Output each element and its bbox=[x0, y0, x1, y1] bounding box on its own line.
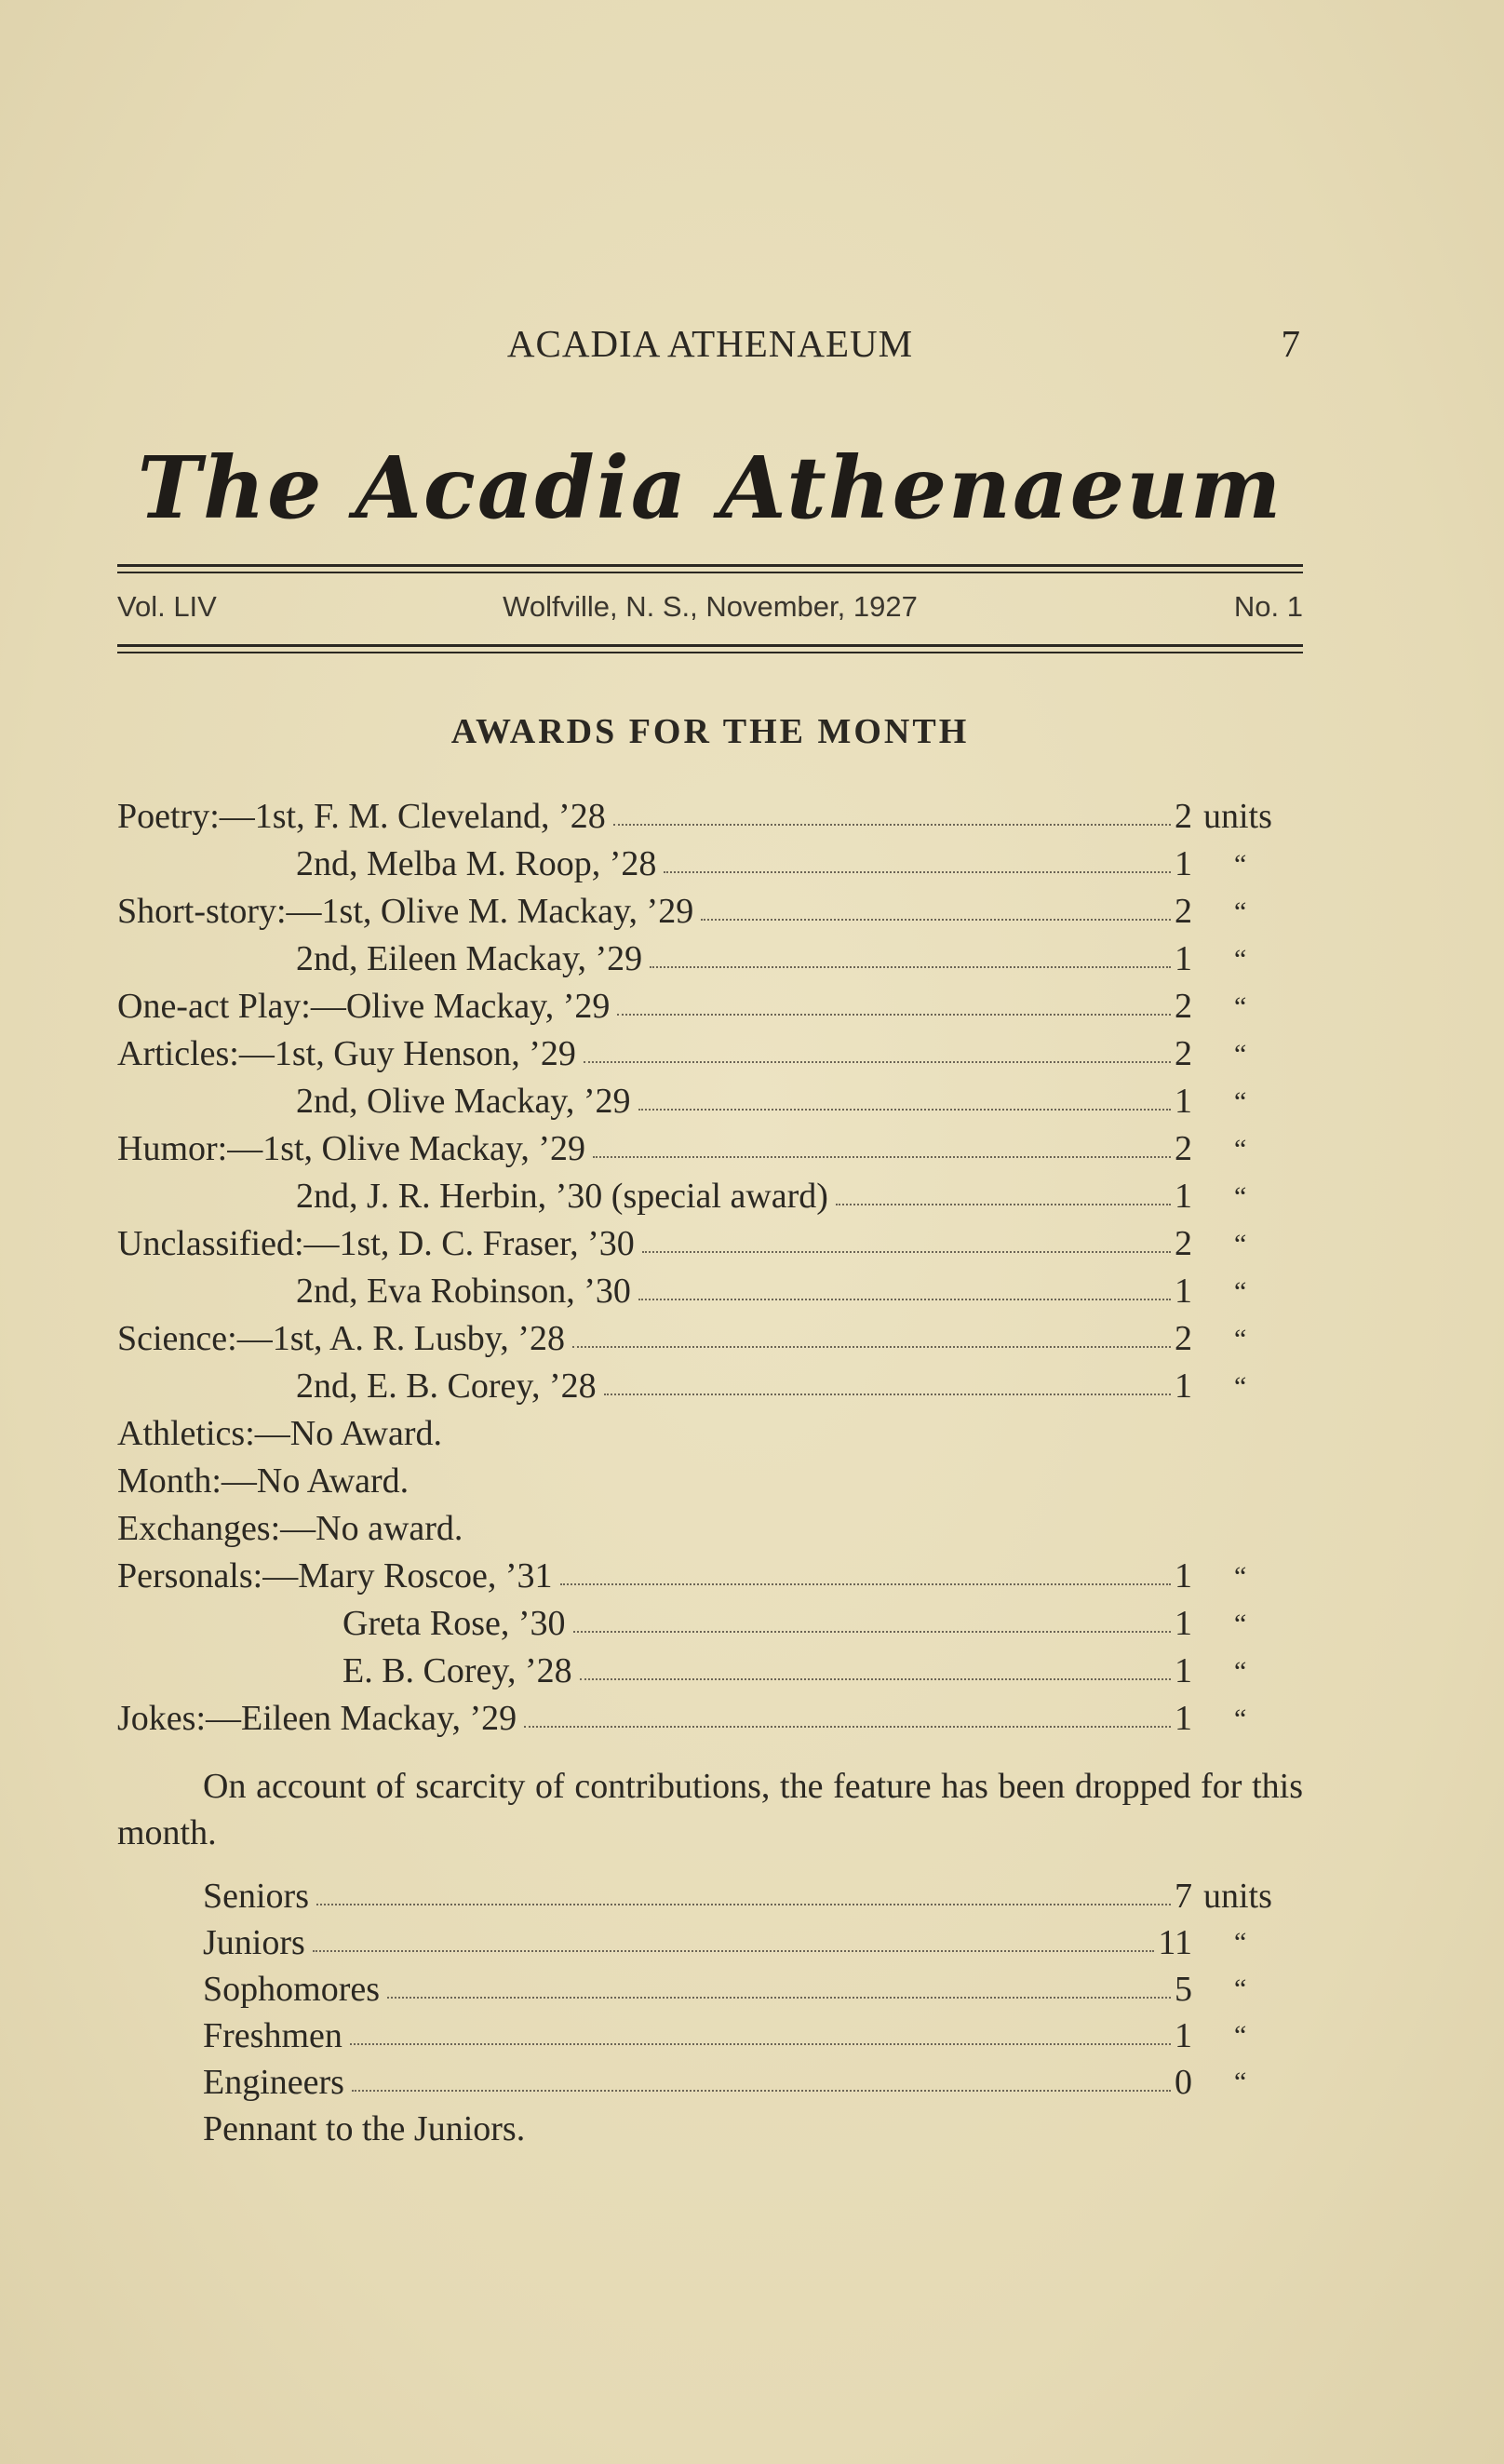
award-unit-label: “ bbox=[1234, 1703, 1247, 1734]
leader-dots bbox=[560, 1583, 1171, 1585]
total-unit-label: units bbox=[1203, 1877, 1272, 1916]
total-unit-label: “ bbox=[1234, 1973, 1247, 2004]
award-row bbox=[117, 1078, 1303, 1125]
award-text: Science:—1st, A. R. Lusby, ’28 bbox=[117, 1319, 565, 1358]
award-text: Greta Rose, ’30 bbox=[342, 1604, 566, 1643]
award-row bbox=[117, 1363, 1303, 1410]
award-row bbox=[117, 1220, 1303, 1268]
award-row bbox=[117, 1125, 1303, 1173]
award-row bbox=[117, 1553, 1303, 1600]
award-unit-label: units bbox=[1203, 797, 1272, 836]
award-row bbox=[117, 793, 1303, 841]
award-text: Articles:—1st, Guy Henson, ’29 bbox=[117, 1034, 576, 1073]
award-units-value: 1 bbox=[1175, 1604, 1192, 1643]
award-text: Poetry:—1st, F. M. Cleveland, ’28 bbox=[117, 797, 606, 836]
award-text: Jokes:—Eileen Mackay, ’29 bbox=[117, 1699, 517, 1738]
award-text: Month:—No Award. bbox=[117, 1461, 410, 1501]
award-text: Humor:—1st, Olive Mackay, ’29 bbox=[117, 1129, 586, 1168]
total-value: 5 bbox=[1175, 1970, 1192, 2009]
award-unit-label: “ bbox=[1234, 1039, 1247, 1070]
award-unit-label: “ bbox=[1234, 1371, 1247, 1402]
award-unit-label: “ bbox=[1234, 1086, 1247, 1117]
total-unit-label: “ bbox=[1234, 1927, 1247, 1958]
award-row bbox=[117, 841, 1303, 888]
pennant-line: Pennant to the Juniors. bbox=[203, 2109, 526, 2148]
award-row bbox=[117, 1030, 1303, 1078]
award-text: One-act Play:—Olive Mackay, ’29 bbox=[117, 987, 611, 1026]
total-label: Juniors bbox=[203, 1923, 305, 1962]
award-text: 2nd, Olive Mackay, ’29 bbox=[296, 1082, 631, 1121]
total-label: Sophomores bbox=[203, 1970, 380, 2009]
page-content bbox=[117, 321, 1303, 2152]
award-text: E. B. Corey, ’28 bbox=[342, 1651, 572, 1690]
award-units-value: 1 bbox=[1175, 1082, 1192, 1121]
total-label: Seniors bbox=[203, 1877, 309, 1916]
awards-list bbox=[117, 793, 1303, 1743]
leader-dots bbox=[642, 1251, 1171, 1253]
award-text: 2nd, J. R. Herbin, ’30 (special award) bbox=[296, 1177, 828, 1216]
award-units-value: 1 bbox=[1175, 844, 1192, 883]
award-units-value: 2 bbox=[1175, 1034, 1192, 1073]
leader-dots bbox=[352, 2090, 1171, 2092]
award-text: Personals:—Mary Roscoe, ’31 bbox=[117, 1556, 553, 1596]
award-units-value: 1 bbox=[1175, 1177, 1192, 1216]
total-unit-label: “ bbox=[1234, 2020, 1247, 2051]
award-row bbox=[117, 1695, 1303, 1743]
total-value: 7 bbox=[1175, 1877, 1192, 1916]
total-row bbox=[203, 2013, 1303, 2059]
running-head bbox=[117, 321, 1303, 377]
award-text: Unclassified:—1st, D. C. Fraser, ’30 bbox=[117, 1224, 635, 1263]
award-unit-label: “ bbox=[1234, 1609, 1247, 1639]
total-value: 1 bbox=[1175, 2016, 1192, 2055]
award-text: 2nd, Eva Robinson, ’30 bbox=[296, 1272, 631, 1311]
leader-dots bbox=[638, 1299, 1171, 1300]
award-row bbox=[117, 1268, 1303, 1315]
total-row bbox=[203, 2059, 1303, 2106]
leader-dots bbox=[572, 1346, 1171, 1348]
award-units-value: 1 bbox=[1175, 1556, 1192, 1596]
leader-dots bbox=[316, 1904, 1171, 1905]
award-text: Athletics:—No Award. bbox=[117, 1414, 443, 1453]
award-units-value: 1 bbox=[1175, 1651, 1192, 1690]
award-row bbox=[117, 1505, 1303, 1553]
total-row bbox=[203, 1919, 1303, 1966]
award-unit-label: “ bbox=[1234, 1324, 1247, 1354]
leader-dots bbox=[573, 1631, 1171, 1633]
leader-dots bbox=[638, 1109, 1172, 1111]
award-units-value: 2 bbox=[1175, 987, 1192, 1026]
total-label: Freshmen bbox=[203, 2016, 342, 2055]
award-unit-label: “ bbox=[1234, 991, 1247, 1022]
leader-dots bbox=[836, 1204, 1171, 1205]
masthead: The Acadia Athenaeum bbox=[137, 438, 1283, 538]
award-text: Exchanges:—No award. bbox=[117, 1509, 463, 1548]
award-unit-label: “ bbox=[1234, 896, 1247, 927]
leader-dots bbox=[701, 919, 1171, 921]
award-row bbox=[117, 1600, 1303, 1648]
total-unit-label: “ bbox=[1234, 2067, 1247, 2097]
issue-place-date: Wolfville, N. S., November, 1927 bbox=[503, 590, 918, 623]
leader-dots bbox=[387, 1997, 1171, 1999]
total-label: Engineers bbox=[203, 2063, 344, 2102]
total-value: 11 bbox=[1158, 1923, 1192, 1962]
award-units-value: 2 bbox=[1175, 1129, 1192, 1168]
leader-dots bbox=[650, 966, 1171, 968]
leader-dots bbox=[580, 1678, 1171, 1680]
issue-volume: Vol. LIV bbox=[117, 590, 217, 623]
leader-dots bbox=[584, 1061, 1171, 1063]
award-row bbox=[117, 936, 1303, 983]
award-row bbox=[117, 1173, 1303, 1220]
award-row bbox=[117, 1458, 1303, 1505]
award-units-value: 1 bbox=[1175, 1699, 1192, 1738]
award-units-value: 1 bbox=[1175, 939, 1192, 978]
award-unit-label: “ bbox=[1234, 944, 1247, 975]
total-row bbox=[203, 1966, 1303, 2013]
award-units-value: 1 bbox=[1175, 1272, 1192, 1311]
award-row bbox=[117, 1648, 1303, 1695]
award-row bbox=[117, 1410, 1303, 1458]
leader-dots bbox=[613, 824, 1171, 826]
award-unit-label: “ bbox=[1234, 1229, 1247, 1259]
award-units-value: 1 bbox=[1175, 1367, 1192, 1406]
award-row bbox=[117, 1315, 1303, 1363]
leader-dots bbox=[604, 1394, 1171, 1395]
note-paragraph: On account of scarcity of contributions, the feature has been dropped for this month. bbox=[117, 1767, 1303, 1852]
award-row bbox=[117, 888, 1303, 936]
leader-dots bbox=[524, 1726, 1171, 1728]
award-units-value: 2 bbox=[1175, 892, 1192, 931]
award-units-value: 2 bbox=[1175, 797, 1192, 836]
masthead-rule-top bbox=[117, 564, 1303, 573]
issue-number: No. 1 bbox=[1233, 590, 1303, 623]
masthead-rule-bottom bbox=[117, 644, 1303, 653]
award-text: Short-story:—1st, Olive M. Mackay, ’29 bbox=[117, 892, 694, 931]
leader-dots bbox=[313, 1950, 1155, 1952]
leader-dots bbox=[664, 871, 1171, 873]
award-text: 2nd, E. B. Corey, ’28 bbox=[296, 1367, 597, 1406]
leader-dots bbox=[617, 1014, 1171, 1016]
award-text: 2nd, Melba M. Roop, ’28 bbox=[296, 844, 657, 883]
award-row bbox=[117, 983, 1303, 1030]
section-title: AWARDS FOR THE MONTH bbox=[450, 712, 970, 751]
award-units-value: 2 bbox=[1175, 1319, 1192, 1358]
page-number: 7 bbox=[1281, 322, 1301, 365]
award-unit-label: “ bbox=[1234, 1656, 1247, 1687]
leader-dots bbox=[350, 2043, 1171, 2045]
award-unit-label: “ bbox=[1234, 1276, 1247, 1307]
award-unit-label: “ bbox=[1234, 1134, 1247, 1165]
award-text: 2nd, Eileen Mackay, ’29 bbox=[296, 939, 643, 978]
award-unit-label: “ bbox=[1234, 1181, 1247, 1212]
class-totals bbox=[203, 1873, 1303, 2106]
award-unit-label: “ bbox=[1234, 1561, 1247, 1592]
running-head-title: ACADIA ATHENAEUM bbox=[506, 322, 914, 365]
issue-line bbox=[117, 573, 1303, 631]
award-unit-label: “ bbox=[1234, 849, 1247, 880]
leader-dots bbox=[593, 1156, 1171, 1158]
award-units-value: 2 bbox=[1175, 1224, 1192, 1263]
total-row bbox=[203, 1873, 1303, 1919]
total-value: 0 bbox=[1175, 2063, 1192, 2102]
